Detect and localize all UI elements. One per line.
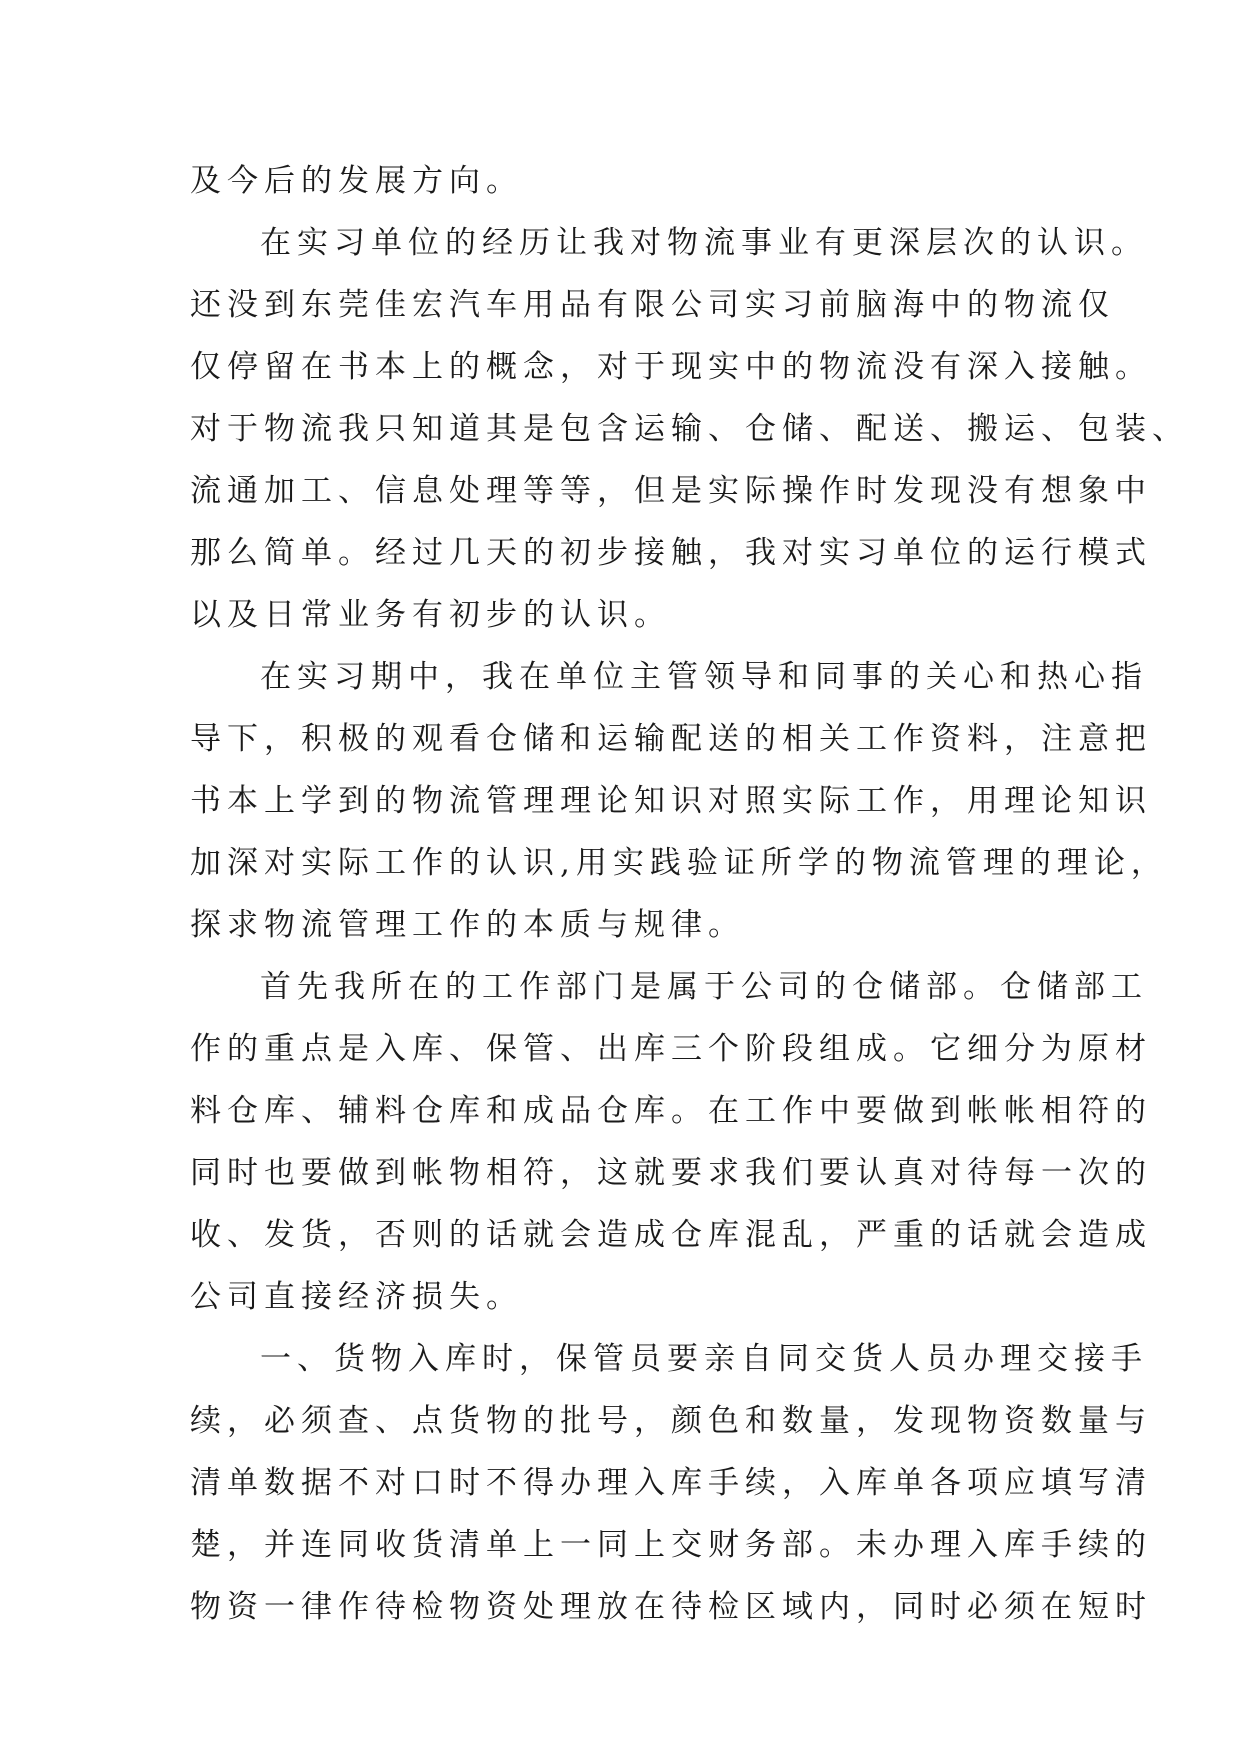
text-line: 仅停留在书本上的概念，对于现实中的物流没有深入接触。 [190, 349, 1152, 385]
text-line: 加深对实际工作的认识,用实践验证所学的物流管理的理论， [190, 845, 1168, 881]
text-line: 对于物流我只知道其是包含运输、仓储、配送、搬运、包装、 [190, 411, 1189, 447]
text-line: 楚，并连同收货清单上一同上交财务部。未办理入库手续的 [190, 1527, 1152, 1563]
text-line: 首先我所在的工作部门是属于公司的仓储部。仓储部工 [260, 969, 1148, 1005]
text-line: 物资一律作待检物资处理放在待检区域内，同时必须在短时 [190, 1589, 1152, 1625]
text-line: 导下，积极的观看仓储和运输配送的相关工作资料，注意把 [190, 721, 1152, 757]
text-line: 书本上学到的物流管理理论知识对照实际工作，用理论知识 [190, 783, 1152, 819]
text-line: 流通加工、信息处理等等，但是实际操作时发现没有想象中 [190, 473, 1152, 509]
text-line: 探求物流管理工作的本质与规律。 [190, 907, 745, 943]
text-line: 清单数据不对口时不得办理入库手续，入库单各项应填写清 [190, 1465, 1152, 1501]
text-line: 料仓库、辅料仓库和成品仓库。在工作中要做到帐帐相符的 [190, 1093, 1152, 1129]
text-line: 同时也要做到帐物相符，这就要求我们要认真对待每一次的 [190, 1155, 1152, 1191]
text-line: 一、货物入库时，保管员要亲自同交货人员办理交接手 [260, 1341, 1148, 1377]
text-line: 以及日常业务有初步的认识。 [190, 597, 671, 633]
text-line: 公司直接经济损失。 [190, 1279, 523, 1315]
text-line: 及今后的发展方向。 [190, 163, 523, 199]
text-line: 那么简单。经过几天的初步接触，我对实习单位的运行模式 [190, 535, 1152, 571]
text-line: 续，必须查、点货物的批号，颜色和数量，发现物资数量与 [190, 1403, 1152, 1439]
text-line: 在实习期中，我在单位主管领导和同事的关心和热心指 [260, 659, 1148, 695]
body-text [190, 150, 1189, 1638]
text-line: 作的重点是入库、保管、出库三个阶段组成。它细分为原材 [190, 1031, 1152, 1067]
text-line: 在实习单位的经历让我对物流事业有更深层次的认识。 [260, 225, 1148, 261]
text-line: 还没到东莞佳宏汽车用品有限公司实习前脑海中的物流仅 [190, 287, 1115, 323]
text-line: 收、发货，否则的话就会造成仓库混乱，严重的话就会造成 [190, 1217, 1152, 1253]
